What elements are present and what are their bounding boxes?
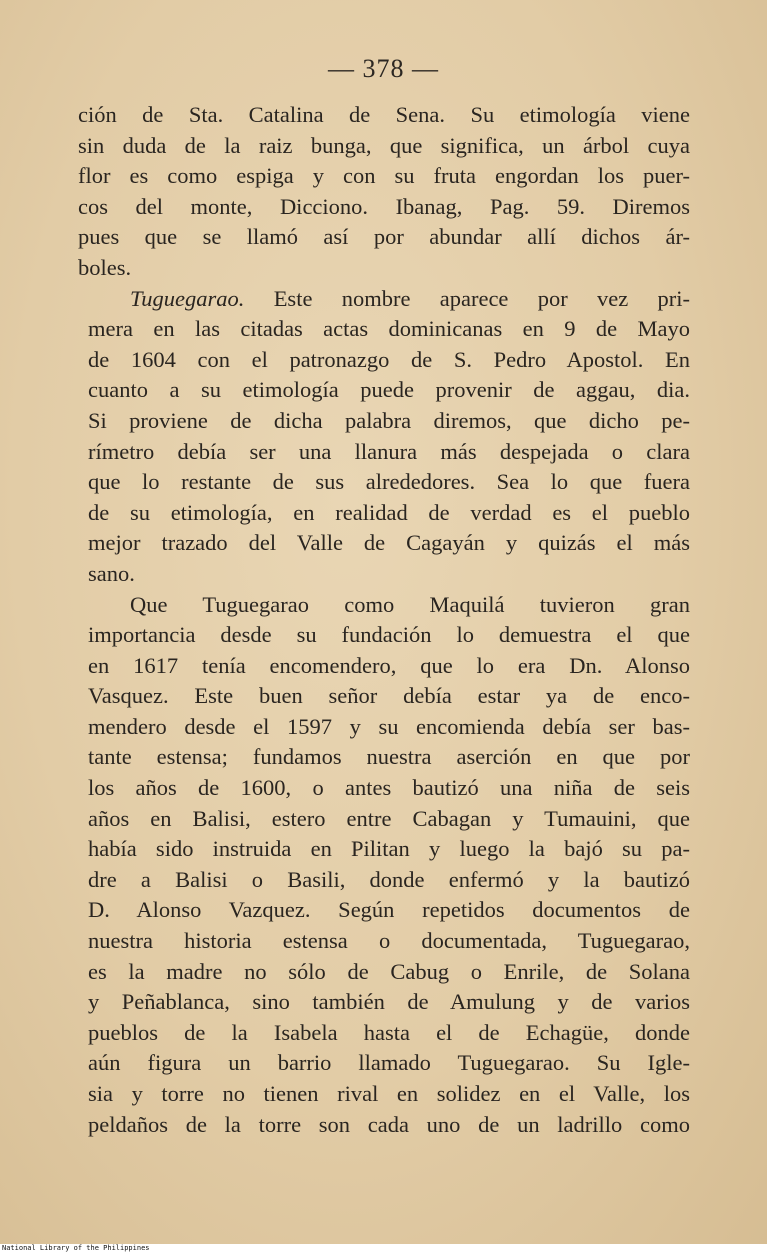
text-line: aún figura un barrio llamado Tuguegarao. Su Igle-: [88, 1050, 690, 1076]
text-line: Si proviene de dicha palabra diremos, que dicho pe-: [88, 407, 690, 433]
text-line: de su etimología, en realidad de verdad es el pueblo: [88, 499, 690, 525]
text-line: los años de 1600, o antes bautizó una niña de seis: [88, 775, 690, 801]
text-line: años en Balisi, estero entre Cabagan y Tumauini, que: [88, 805, 690, 831]
text-line: tante estensa; fundamos nuestra aserción en que por: [88, 744, 690, 770]
text-segment: Este nombre aparece por vez pri-: [273, 285, 690, 311]
text-line: Vasquez. Este buen señor debía estar ya de enco-: [88, 683, 690, 709]
text-line: mera en las citadas actas dominicanas en 9 de Mayo: [88, 316, 690, 342]
italic-heading: Tuguegarao.: [130, 285, 245, 311]
body-text: [78, 100, 690, 1140]
text-line: sia y torre no tienen rival en solidez en el Valle, los: [88, 1081, 690, 1106]
text-line: es la madre no sólo de Cabug o Enrile, de Solana: [88, 958, 690, 984]
text-line: de 1604 con el patronazgo de S. Pedro Apostol. En: [88, 346, 690, 372]
text-line: cos del monte, Dicciono. Ibanag, Pag. 59. Diremos: [78, 193, 690, 219]
text-line: sano.: [88, 560, 135, 586]
page-number: — 378 —: [328, 54, 439, 83]
text-line: pueblos de la Isabela hasta el de Echagüe, donde: [88, 1019, 690, 1045]
text-line: flor es como espiga y con su fruta engordan los puer-: [78, 163, 690, 189]
text-line: ción de Sta. Catalina de Sena. Su etimología viene: [78, 102, 690, 127]
text-line: cuanto a su etimología puede provenir de aggau, dia.: [88, 377, 690, 403]
text-line: rímetro debía ser una llanura más despejada o clara: [88, 438, 690, 464]
text-line: en 1617 tenía encomendero, que lo era Dn. Alonso: [88, 652, 690, 678]
library-credit: National Library of the Philippines: [0, 1244, 767, 1253]
text-line: boles.: [78, 254, 132, 280]
text-line: nuestra historia estensa o documentada, Tuguegarao,: [88, 928, 690, 954]
text-line: D. Alonso Vazquez. Según repetidos documentos de: [88, 897, 690, 923]
paragraph-first-line: Que Tuguegarao como Maquilá tuvieron gran: [130, 591, 690, 617]
text-line: peldaños de la torre son cada uno de un ladrillo como: [88, 1111, 690, 1137]
text-line: había sido instruida en Pilitan y luego la bajó su pa-: [88, 836, 690, 862]
paragraph-first-line: [78, 284, 690, 315]
text-line: dre a Balisi o Basili, donde enfermó y la bautizó: [88, 866, 690, 892]
text-line: y Peñablanca, sino también de Amulung y de varios: [88, 989, 690, 1015]
text-line: mendero desde el 1597 y su encomienda debía ser bas-: [88, 713, 690, 739]
text-line: mejor trazado del Valle de Cagayán y quizás el más: [88, 530, 690, 556]
text-line: importancia desde su fundación lo demuestra el que: [88, 622, 690, 648]
text-line: que lo restante de sus alrededores. Sea lo que fuera: [88, 469, 690, 495]
text-line: pues que se llamó así por abundar allí dichos ár-: [78, 224, 690, 250]
text-line: sin duda de la raiz bunga, que significa, un árbol cuya: [78, 132, 690, 158]
